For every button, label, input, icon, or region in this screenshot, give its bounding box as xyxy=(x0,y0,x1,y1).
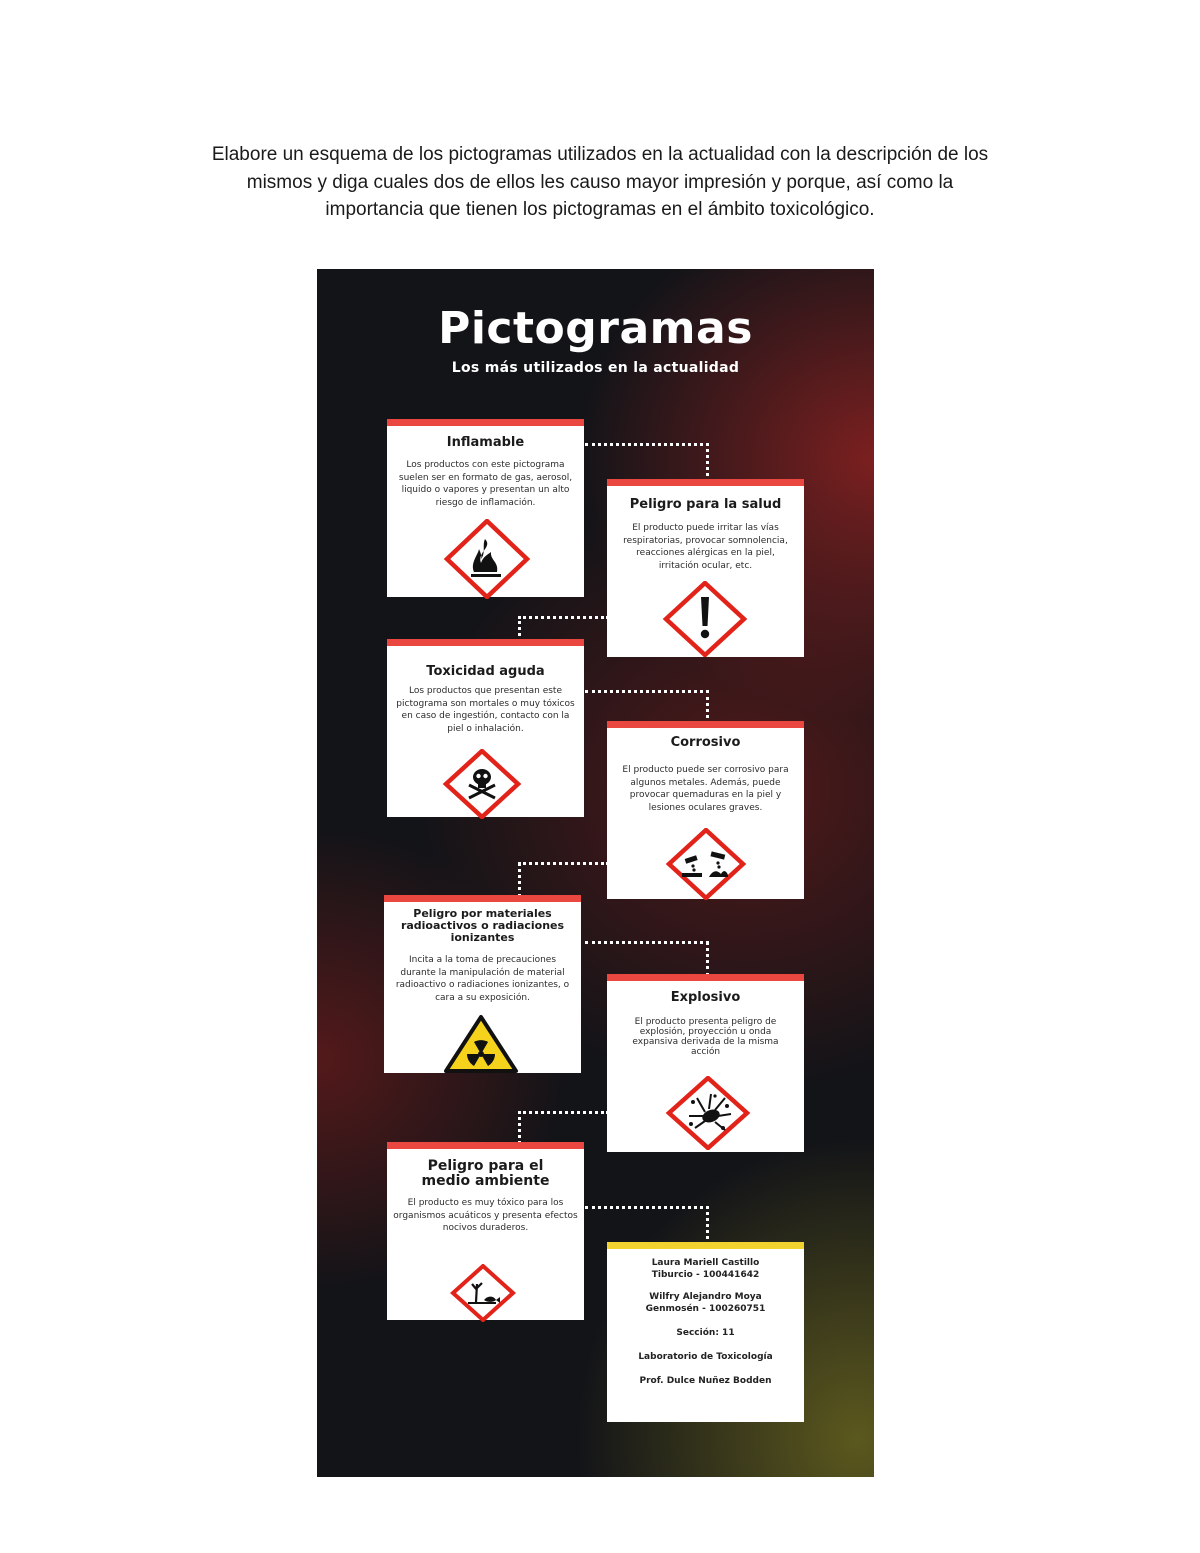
card-description: El producto presenta peligro de explosión, proyección u onda expansiva derivada de la misma acción xyxy=(632,1017,779,1057)
author-2-name: Wilfry Alejandro Moya xyxy=(649,1292,762,1302)
connector-4 xyxy=(518,862,609,898)
card-description: Incita a la toma de precauciones durante la manipulación de material radioactivo o radiaciones ionizantes, o cara a su exposición. xyxy=(395,955,570,1003)
card-toxicidad-aguda xyxy=(387,639,584,817)
card-inflamable xyxy=(387,419,584,597)
card-title: Peligro para el medio ambiente xyxy=(421,1158,550,1189)
card-description: El producto puede irritar las vías respiratorias, provocar somnolencia, reacciones alérgicas en la piel, irritación ocular, etc. xyxy=(623,523,788,571)
card-description: Los productos que presentan este pictograma son mortales o muy tóxicos en caso de ingestión, contacto con la piel o inhalación. xyxy=(396,686,575,734)
card-title: Peligro por materiales radioactivos o radiaciones ionizantes xyxy=(400,907,565,944)
section-number: Sección: 11 xyxy=(676,1328,735,1338)
lab-name: Laboratorio de Toxicología xyxy=(638,1352,773,1362)
flame-icon xyxy=(441,519,533,599)
instructions-line-3: importancia que tienen los pictogramas en el ámbito toxicológico. xyxy=(325,199,875,220)
card-title: Toxicidad aguda xyxy=(426,664,545,679)
connector-3 xyxy=(585,690,709,724)
explosion-icon xyxy=(665,1076,751,1150)
card-explosivo xyxy=(607,974,804,1152)
skull-crossbones-icon xyxy=(442,749,522,819)
card-radiacion xyxy=(384,895,581,1073)
card-description: Los productos con este pictograma suelen ser en formato de gas, aerosol, liquido o vapores y presentan un alto riesgo de inflamación. xyxy=(398,460,573,508)
poster-subtitle: Los más utilizados en la actualidad xyxy=(451,360,740,376)
radiation-icon xyxy=(443,1014,519,1074)
card-title: Explosivo xyxy=(670,990,741,1005)
corrosion-icon xyxy=(665,828,747,900)
card-medio-ambiente xyxy=(387,1142,584,1320)
assignment-instructions xyxy=(130,141,1070,224)
connector-5 xyxy=(585,941,709,977)
pictogramas-infographic xyxy=(317,269,874,1477)
card-description: El producto puede ser corrosivo para algunos metales. Además, puede provocar quemaduras en la piel y lesiones oculares graves. xyxy=(622,765,789,813)
professor-name: Prof. Dulce Nuñez Bodden xyxy=(639,1376,772,1386)
card-corrosivo xyxy=(607,721,804,899)
connector-6 xyxy=(518,1111,609,1144)
instructions-line-2: mismos y diga cuales dos de ellos les causo mayor impresión y porque, así como la xyxy=(246,171,954,193)
card-title: Peligro para la salud xyxy=(629,497,782,512)
author-1: Laura Mariell Castillo Tiburcio - 100441642 xyxy=(651,1258,760,1280)
card-description: El producto es muy tóxico para los organismos acuáticos y presenta efectos nocivos duraderos. xyxy=(393,1198,578,1233)
credits-card xyxy=(607,1242,804,1422)
card-title: Corrosivo xyxy=(670,735,741,750)
connector-1 xyxy=(585,443,709,482)
environment-icon xyxy=(450,1264,516,1322)
poster-title: Pictogramas xyxy=(438,303,753,354)
instructions-line-1: Elabore un esquema de los pictogramas utilizados en la actualidad con la descripción de los xyxy=(211,144,989,165)
author-2-id: Genmosén - 100260751 xyxy=(645,1304,766,1314)
exclamation-icon xyxy=(662,581,748,657)
card-title: Inflamable xyxy=(446,435,525,450)
connector-7 xyxy=(585,1206,709,1245)
card-peligro-salud xyxy=(607,479,804,657)
